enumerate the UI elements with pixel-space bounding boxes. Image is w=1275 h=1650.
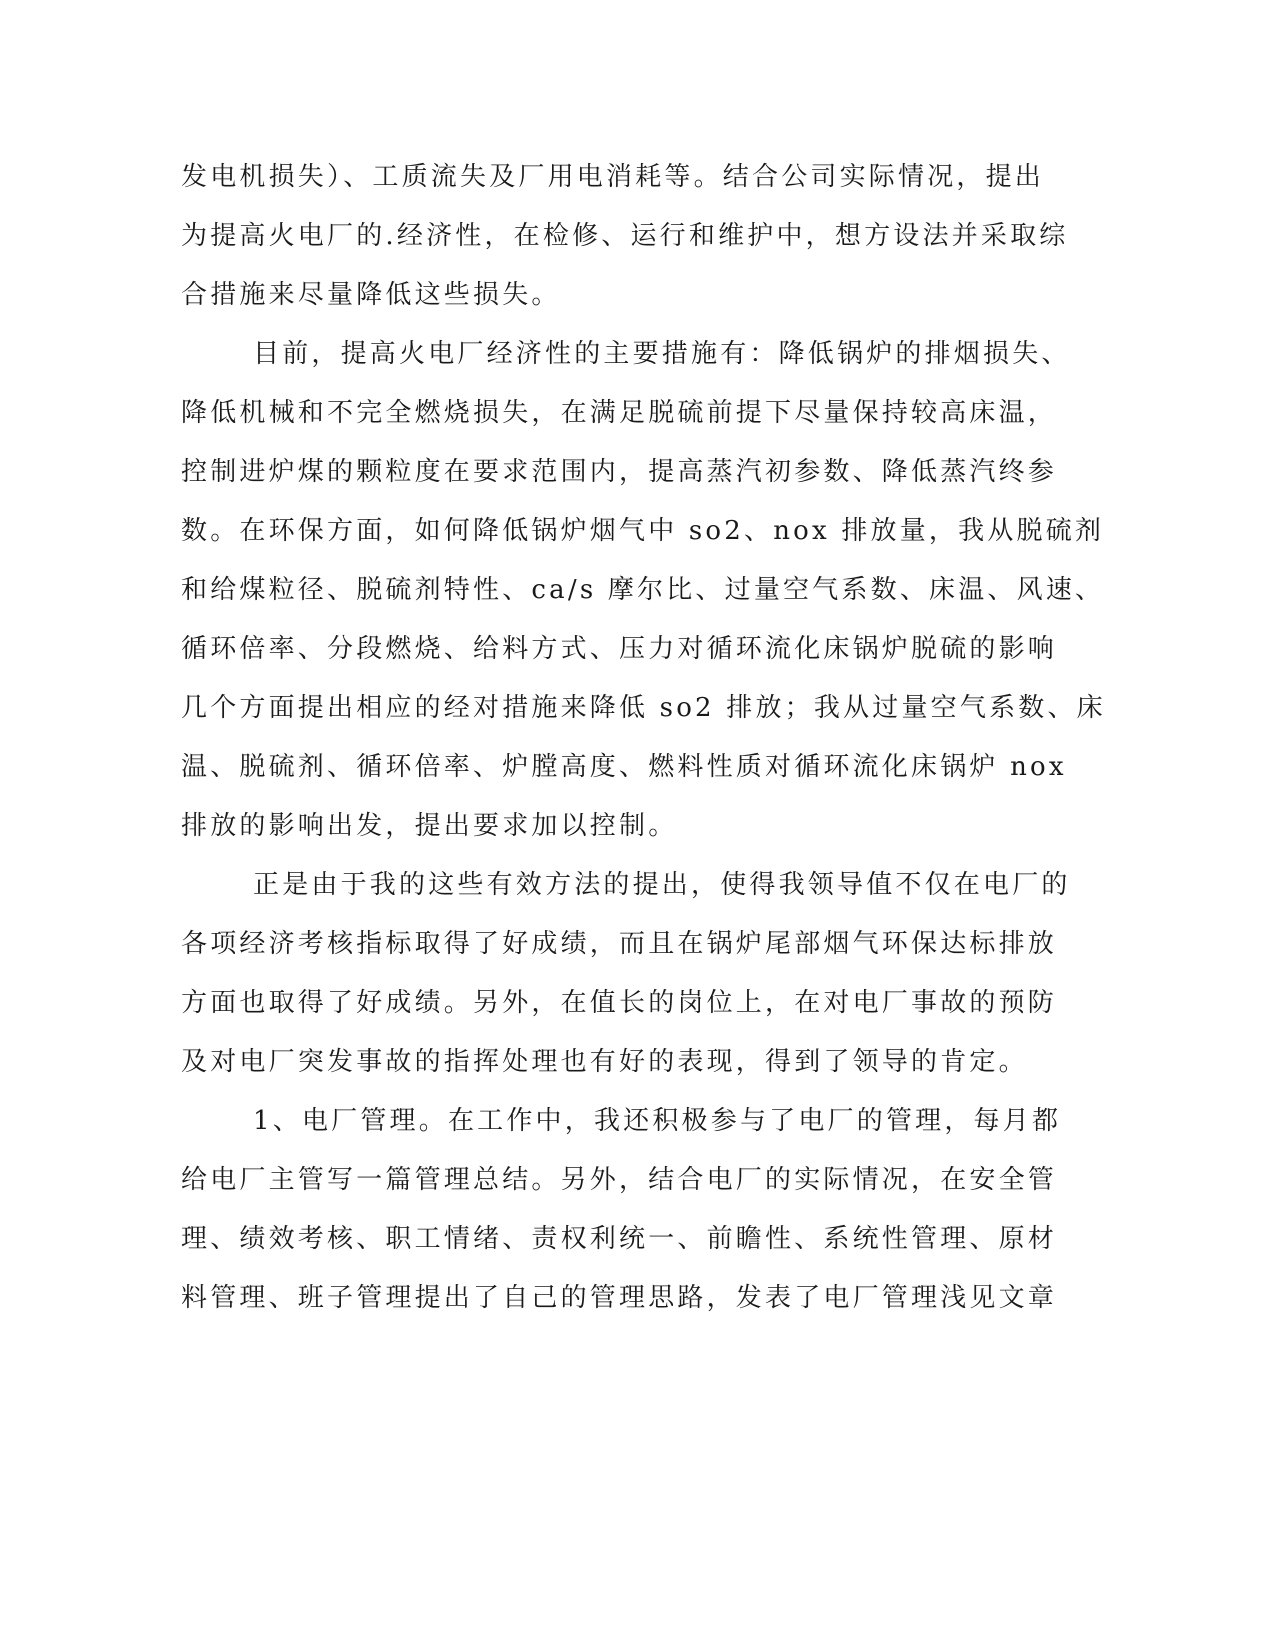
text-line: 1、电厂管理。在工作中，我还积极参与了电厂的管理，每月都 — [253, 1106, 1062, 1136]
text-line: 循环倍率、分段燃烧、给料方式、压力对循环流化床锅炉脱硫的影响 — [181, 634, 1058, 664]
text-line: 及对电厂突发事故的指挥处理也有好的表现，得到了领导的肯定。 — [181, 1047, 1028, 1077]
paragraph-1 — [181, 148, 1069, 325]
text-line: 正是由于我的这些有效方法的提出，使得我领导值不仅在电厂的 — [253, 870, 1071, 900]
paragraph-4 — [181, 1092, 1062, 1328]
text-line: 方面也取得了好成绩。另外，在值长的岗位上，在对电厂事故的预防 — [181, 988, 1058, 1018]
text-line: 合措施来尽量降低这些损失。 — [181, 280, 561, 310]
text-line: 目前，提高火电厂经济性的主要措施有：降低锅炉的排烟损失、 — [253, 339, 1071, 369]
text-line: 各项经济考核指标取得了好成绩，而且在锅炉尾部烟气环保达标排放 — [181, 929, 1058, 959]
text-line: 降低机械和不完全燃烧损失，在满足脱硫前提下尽量保持较高床温， — [181, 398, 1058, 428]
paragraph-3 — [181, 856, 1071, 1092]
text-line: 控制进炉煤的颗粒度在要求范围内，提高蒸汽初参数、降低蒸汽终参 — [181, 457, 1058, 487]
text-line: 料管理、班子管理提出了自己的管理思路，发表了电厂管理浅见文章 — [181, 1283, 1058, 1313]
document-body — [181, 148, 1106, 1328]
text-line: 为提高火电厂的.经济性，在检修、运行和维护中，想方设法并采取综 — [181, 221, 1069, 251]
paragraph-2 — [181, 325, 1106, 856]
text-line: 几个方面提出相应的经对措施来降低 so2 排放；我从过量空气系数、床 — [181, 693, 1106, 723]
text-line: 温、脱硫剂、循环倍率、炉膛高度、燃料性质对循环流化床锅炉 nox — [181, 752, 1067, 782]
text-line: 给电厂主管写一篇管理总结。另外，结合电厂的实际情况，在安全管 — [181, 1165, 1058, 1195]
text-line: 数。在环保方面，如何降低锅炉烟气中 so2、nox 排放量，我从脱硫剂 — [181, 516, 1105, 546]
text-line: 发电机损失）、工质流失及厂用电消耗等。结合公司实际情况，提出 — [181, 162, 1045, 192]
text-line: 排放的影响出发，提出要求加以控制。 — [181, 811, 678, 841]
text-line: 和给煤粒径、脱硫剂特性、ca/s 摩尔比、过量空气系数、床温、风速、 — [181, 575, 1105, 605]
text-line: 理、绩效考核、职工情绪、责权利统一、前瞻性、系统性管理、原材 — [181, 1224, 1058, 1254]
